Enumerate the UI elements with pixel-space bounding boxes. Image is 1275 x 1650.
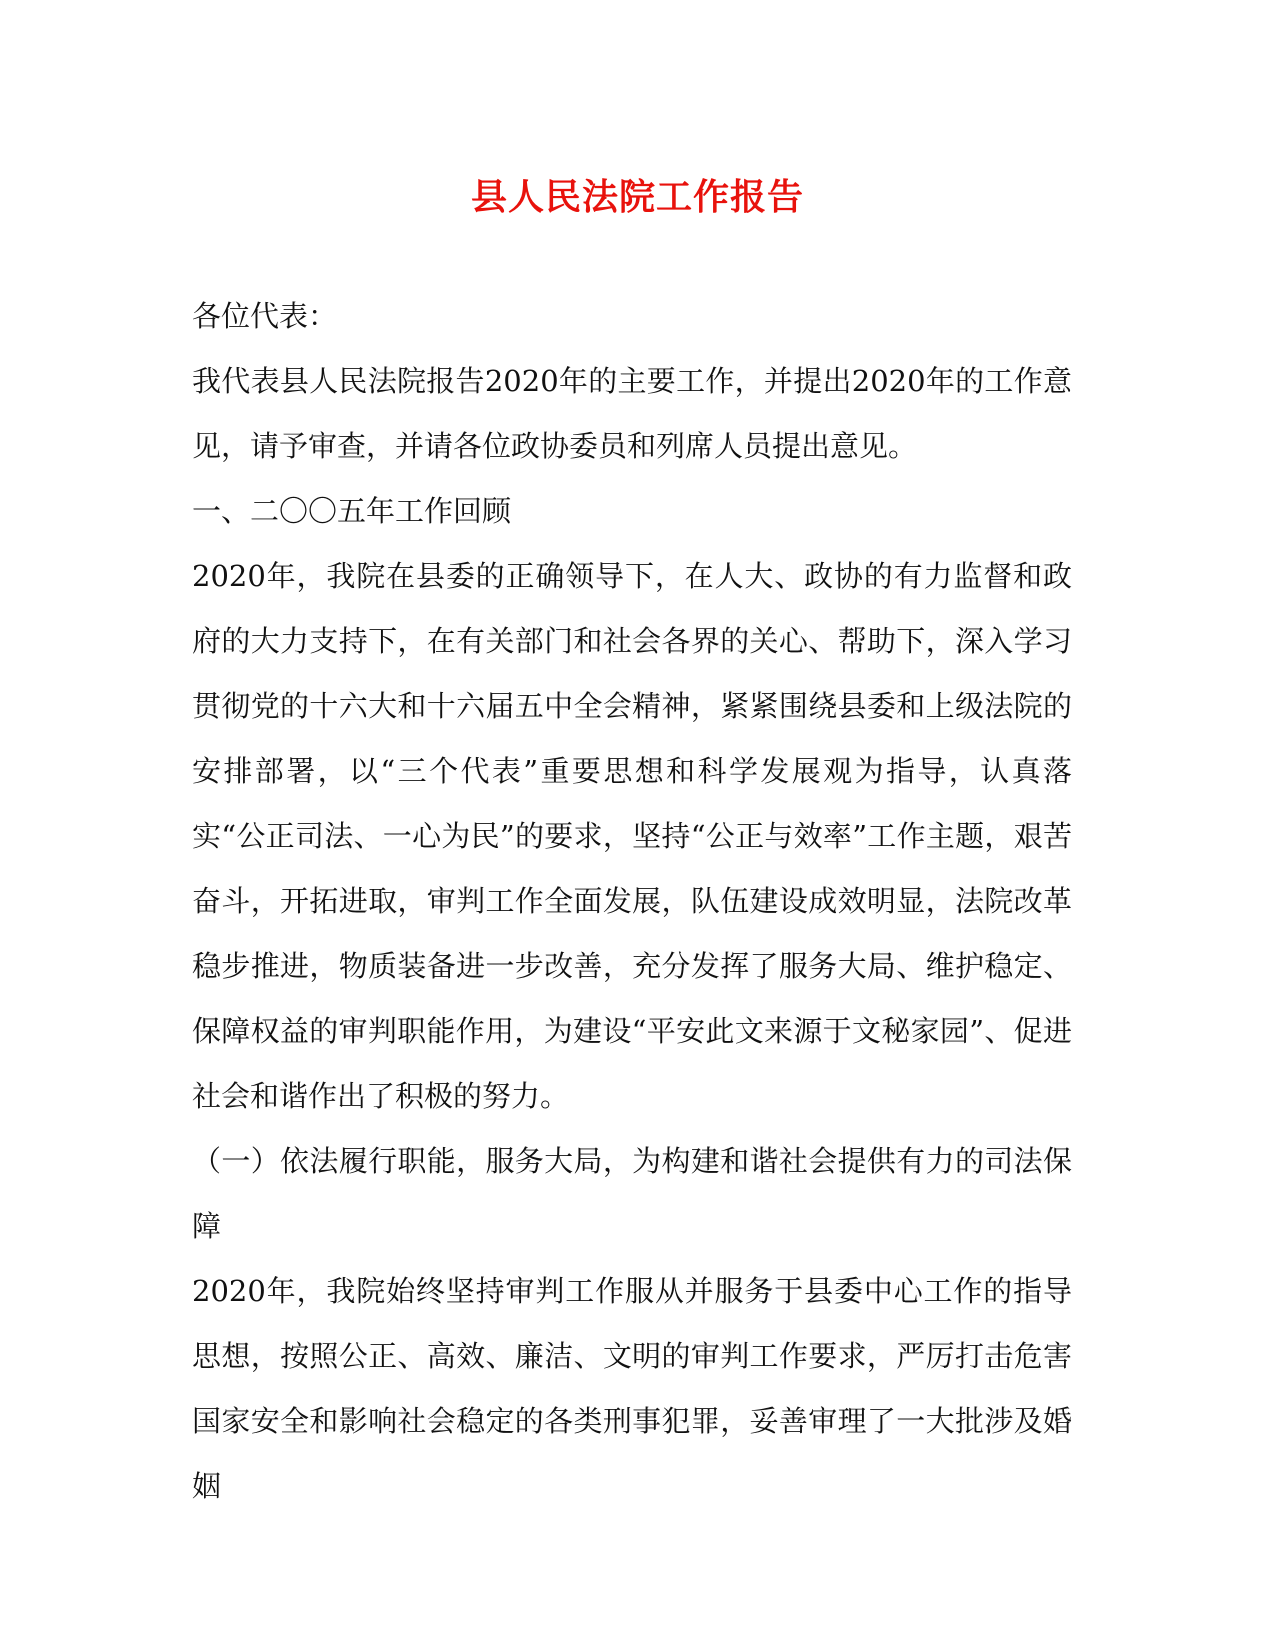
- document-title: 县人民法院工作报告: [470, 176, 804, 218]
- paragraph-review: 2020年，我院在县委的正确领导下，在人大、政协的有力监督和政府的大力支持下，在有关部门和社会各界的关心、帮助下，深入学习贯彻党的十六大和十六届五中全会精神，紧紧围绕县委和上级法院的安排部署，以“三个代表”重要思想和科学发展观为指导，认真落实“公正司法、一心为民”的要求，坚持“公正与效率”工作主题，艰苦奋斗，开拓进取，审判工作全面发展，队伍建设成效明显，法院改革稳步推进，物质装备进一步改善，充分发挥了服务大局、维护稳定、保障权益的审判职能作用，为建设“平安此文来源于文秘家园”、促进社会和谐作出了积极的努力。: [192, 559, 1072, 1113]
- paragraph-salutation: 各位代表：: [192, 299, 338, 333]
- subsection-heading: （一）依法履行职能，服务大局，为构建和谐社会提供有力的司法保障: [192, 1144, 1072, 1243]
- paragraph-judicial: 2020年，我院始终坚持审判工作服从并服务于县委中心工作的指导思想，按照公正、高效、廉洁、文明的审判工作要求，严厉打击危害国家安全和影响社会稳定的各类刑事犯罪，妥善审理了一大批涉及婚姻: [192, 1274, 1072, 1503]
- document-body: [192, 284, 1072, 1519]
- paragraph-intro: 我代表县人民法院报告2020年的主要工作，并提出2020年的工作意见，请予审查，并请各位政协委员和列席人员提出意见。: [192, 364, 1072, 463]
- section-heading: 一、二〇〇五年工作回顾: [192, 494, 512, 528]
